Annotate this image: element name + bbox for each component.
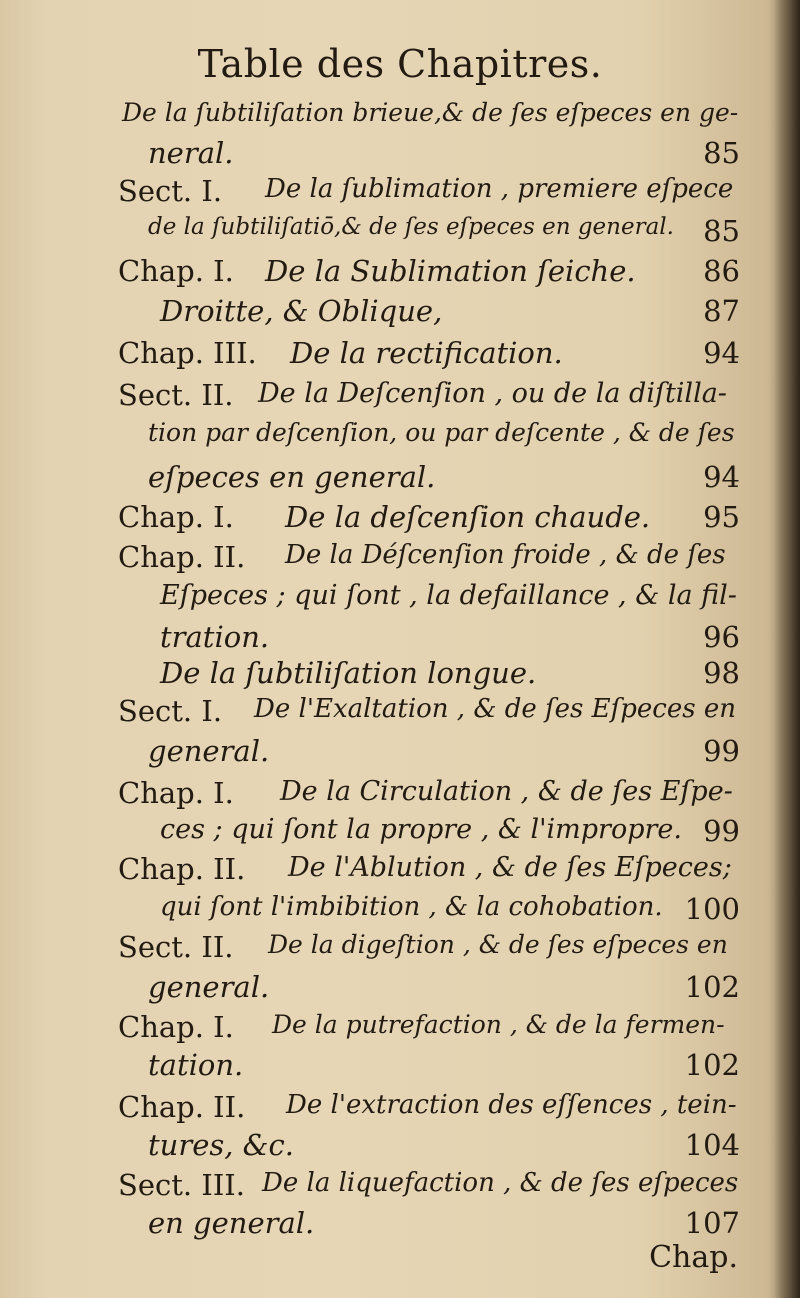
toc-line-label: Chap. II. (118, 540, 246, 574)
toc-line-page: 102 (684, 1048, 740, 1082)
toc-line-page: 99 (703, 814, 740, 848)
toc-line-page: 96 (703, 620, 740, 654)
toc-line-text: De la rectification. (290, 336, 563, 370)
toc-line (0, 776, 800, 816)
toc-line-page: 85 (703, 214, 740, 248)
toc-line-text: De la ſubtiliſation longue. (160, 656, 537, 690)
toc-line-text: Eſpeces ; qui ſont , la defaillance , & la fil- (160, 580, 737, 611)
toc-line (0, 460, 800, 500)
toc-line (0, 1048, 800, 1088)
toc-line-text: De la liquefaction , & de ſes eſpeces (262, 1168, 739, 1198)
toc-line (0, 656, 800, 696)
toc-line (0, 254, 800, 294)
toc-line (0, 214, 800, 254)
toc-line-text: De la digeſtion , & de ſes eſpeces en (268, 930, 728, 959)
toc-line (0, 852, 800, 892)
toc-line-text: De la ſubtiliſation brieue,& de ſes eſpeces en ge- (122, 98, 739, 127)
toc-line-text: De la Déſcenſion froide , & de ſes (285, 540, 726, 570)
toc-line-label: Chap. I. (118, 500, 234, 534)
toc-line (0, 418, 800, 458)
toc-line-text: general. (148, 970, 270, 1004)
toc-line (0, 734, 800, 774)
toc-line-text: De la putrefaction , & de la fermen- (272, 1010, 725, 1039)
toc-line-label: Sect. III. (118, 1168, 245, 1202)
toc-line-text: eſpeces en general. (148, 460, 436, 494)
toc-line-text: de la ſubtiliſatiō,& de ſes eſpeces en general. (148, 214, 674, 240)
toc-line (0, 500, 800, 540)
toc-line-page: 100 (684, 892, 740, 926)
toc-line-label: Chap. III. (118, 336, 257, 370)
toc-line-page: 94 (703, 336, 740, 370)
toc-line-label: Chap. I. (118, 776, 234, 810)
toc-line-text: tration. (160, 620, 270, 654)
toc-line-label: Sect. II. (118, 930, 234, 964)
toc-line-label: Chap. I. (118, 254, 234, 288)
toc-line-text: ces ; qui ſont la propre , & l'impropre. (160, 814, 682, 845)
toc-line-text: De l'extraction des eſſences , tein- (286, 1090, 737, 1120)
toc-line-text: De la Circulation , & de ſes Eſpe- (280, 776, 733, 807)
toc-line-page: 99 (703, 734, 740, 768)
toc-line (0, 1168, 800, 1208)
toc-line (0, 98, 800, 138)
toc-line-page: 98 (703, 656, 740, 690)
toc-line-text: tion par deſcenſion, ou par deſcente , & de ſes (148, 418, 735, 447)
toc-line (0, 1090, 800, 1130)
toc-line-text: qui ſont l'imbibition , & la cohobation. (160, 892, 663, 922)
toc-line-text: De l'Exaltation , & de ſes Eſpeces en (254, 694, 736, 724)
toc-line (0, 336, 800, 376)
toc-line-label: Sect. II. (118, 378, 234, 412)
page-title: Table des Chapitres. (197, 42, 603, 86)
toc-line (0, 892, 800, 932)
toc-line (0, 620, 800, 660)
toc-line-page: 85 (703, 136, 740, 170)
toc-line (0, 694, 800, 734)
toc-line-text: tures, &c. (148, 1128, 294, 1162)
toc-line-text: tation. (148, 1048, 244, 1082)
toc-line (0, 1010, 800, 1050)
toc-line-page: 102 (684, 970, 740, 1004)
toc-line-label: Sect. I. (118, 694, 223, 728)
toc-line-text: Droitte, & Oblique, (160, 294, 443, 328)
toc-line-text: De l'Ablution , & de ſes Eſpeces; (288, 852, 732, 883)
toc-line (0, 814, 800, 854)
toc-line-page: 104 (684, 1128, 740, 1162)
catchword: Chap. (649, 1240, 738, 1275)
toc-line-page: 95 (703, 500, 740, 534)
toc-line-page: 86 (703, 254, 740, 288)
toc-line-label: Sect. I. (118, 174, 223, 208)
toc-line (0, 174, 800, 214)
toc-line-text: general. (148, 734, 270, 768)
toc-line (0, 930, 800, 970)
toc-line (0, 540, 800, 580)
toc-line-page: 94 (703, 460, 740, 494)
toc-line-text: De la deſcenſion chaude. (285, 500, 651, 534)
toc-line (0, 136, 800, 176)
toc-line (0, 580, 800, 620)
toc-line-label: Chap. II. (118, 1090, 246, 1124)
toc-line-page: 107 (684, 1206, 740, 1240)
toc-line-text: neral. (148, 136, 234, 170)
toc-line-label: Chap. II. (118, 852, 246, 886)
toc-line-text: De la Sublimation ſeiche. (265, 254, 636, 288)
toc-line (0, 294, 800, 334)
toc-line-text: De la ſublimation , premiere eſpece (265, 174, 734, 204)
toc-line (0, 378, 800, 418)
toc-line-text: De la Deſcenſion , ou de la diſtilla- (258, 378, 727, 409)
toc-line (0, 970, 800, 1010)
toc-line (0, 1128, 800, 1168)
toc-line-page: 87 (703, 294, 740, 328)
toc-line-label: Chap. I. (118, 1010, 234, 1044)
toc-line-text: en general. (148, 1206, 315, 1240)
